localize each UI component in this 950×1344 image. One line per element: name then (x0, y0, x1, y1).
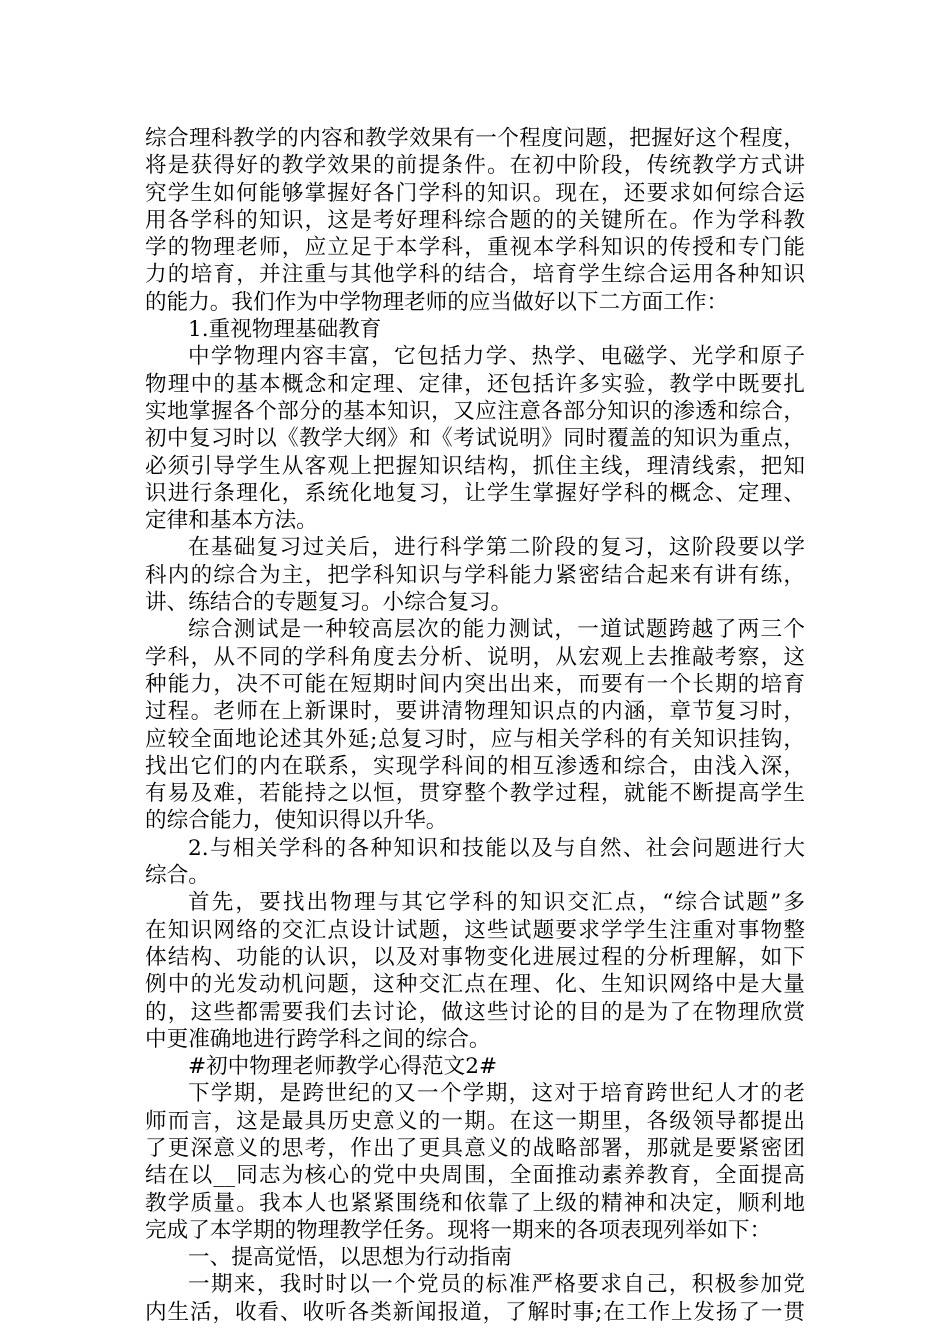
text-line: 找出它们的内在联系，实现学科间的相互渗透和综合，由浅入深， (145, 753, 805, 779)
text-line: 有易及难，若能持之以恒，贯穿整个教学过程，就能不断提高学生 (145, 781, 805, 807)
section-heading: 1.重视物理基础教育 (188, 317, 382, 343)
text-line: 综合理科教学的内容和教学效果有一个程度问题，把握好这个程度， (145, 126, 805, 151)
section-heading: #初中物理老师教学心得范文2# (188, 1054, 498, 1080)
text-line: 究学生如何能够掌握好各门学科的知识。现在，还要求如何综合运 (145, 180, 805, 206)
text-line: 讲、练结合的专题复习。小综合复习。 (145, 590, 513, 616)
text-line: 种能力，决不可能在短期时间内突出出来，而要有一个长期的培育 (145, 671, 805, 697)
text-line: 力的培育，并注重与其他学科的结合，培育学生综合运用各种知识 (145, 262, 805, 288)
text-line: 的能力。我们作为中学物理老师的应当做好以下二方面工作： (145, 289, 729, 315)
text-line: 用各学科的知识，这是考好理科综合题的的关键所在。作为学科教 (145, 207, 805, 233)
text-line: 师而言，这是最具历史意义的一期。在这一期里，各级领导都提出 (145, 1108, 805, 1134)
text-line: 必须引导学生从客观上把握知识结构，抓住主线，理清线索，把知 (145, 453, 805, 479)
text-line: 一期来，我时时以一个党员的标准严格要求自己，积极参加党 (188, 1272, 805, 1298)
text-line: 在知识网络的交汇点设计试题，这些试题要求学学生注重对事物整 (145, 917, 805, 943)
text-line: 中更准确地进行跨学科之间的综合。 (145, 1026, 491, 1052)
text-line: 结在以__同志为核心的党中央周围，全面推动素养教育，全面提高 (145, 1163, 805, 1189)
text-line: 初中复习时以《教学大纲》和《考试说明》同时覆盖的知识为重点， (145, 426, 805, 452)
text-line: 中学物理内容丰富，它包括力学、热学、电磁学、光学和原子 (188, 344, 805, 370)
text-line: 完成了本学期的物理教学任务。现将一期来的各项表现列举如下： (145, 1217, 772, 1243)
text-line: 学科，从不同的学科角度去分析、说明，从宏观上去推敲考察，这 (145, 644, 805, 670)
text-line: 2.与相关学科的各种知识和技能以及与自然、社会问题进行大 (188, 835, 805, 861)
text-line: 下学期，是跨世纪的又一个学期，这对于培育跨世纪人才的老 (188, 1081, 805, 1107)
text-line: 定律和基本方法。 (145, 508, 318, 534)
text-line: 识进行条理化，系统化地复习，让学生掌握好学科的概念、定理、 (145, 480, 805, 506)
text-line: 例中的光发动机问题，这种交汇点在理、化、生知识网络中是大量 (145, 972, 805, 998)
text-line: 内生活，收看、收听各类新闻报道，了解时事;在工作上发扬了一贯 (145, 1299, 805, 1325)
section-heading: 一、提高觉悟，以思想为行动指南 (188, 1245, 512, 1271)
text-line: 的综合能力，使知识得以升华。 (145, 808, 448, 834)
text-line: 学的物理老师，应立足于本学科，重视本学科知识的传授和专门能 (145, 235, 805, 261)
text-line: 将是获得好的教学效果的前提条件。在初中阶段，传统教学方式讲 (145, 153, 805, 179)
text-line: 首先，要找出物理与其它学科的知识交汇点，“综合试题”多 (188, 890, 805, 916)
text-line: 体结构、功能的认识，以及对事物变化进展过程的分析理解，如下 (145, 944, 805, 970)
text-line: 物理中的基本概念和定理、定律，还包括许多实验，教学中既要扎 (145, 371, 805, 397)
text-line: 教学质量。我本人也紧紧围绕和依靠了上级的精神和决定，顺利地 (145, 1190, 805, 1216)
text-line: 过程。老师在上新课时，要讲清物理知识点的内涵，章节复习时， (145, 699, 805, 725)
text-line: 综合。 (145, 863, 210, 889)
text-line: 的，这些都需要我们去讨论，做这些讨论的目的是为了在物理欣赏 (145, 999, 805, 1025)
document-body (145, 125, 805, 1326)
text-line: 在基础复习过关后，进行科学第二阶段的复习，这阶段要以学 (188, 535, 805, 561)
text-line: 科内的综合为主，把学科知识与学科能力紧密结合起来有讲有练， (145, 562, 805, 588)
text-line: 应较全面地论述其外延;总复习时，应与相关学科的有关知识挂钩， (145, 726, 805, 752)
text-line: 综合测试是一种较高层次的能力测试，一道试题跨越了两三个 (188, 617, 805, 643)
text-line: 了更深意义的思考，作出了更具意义的战略部署，那就是要紧密团 (145, 1135, 805, 1161)
text-line: 实地掌握各个部分的基本知识，又应注意各部分知识的渗透和综合， (145, 398, 805, 424)
